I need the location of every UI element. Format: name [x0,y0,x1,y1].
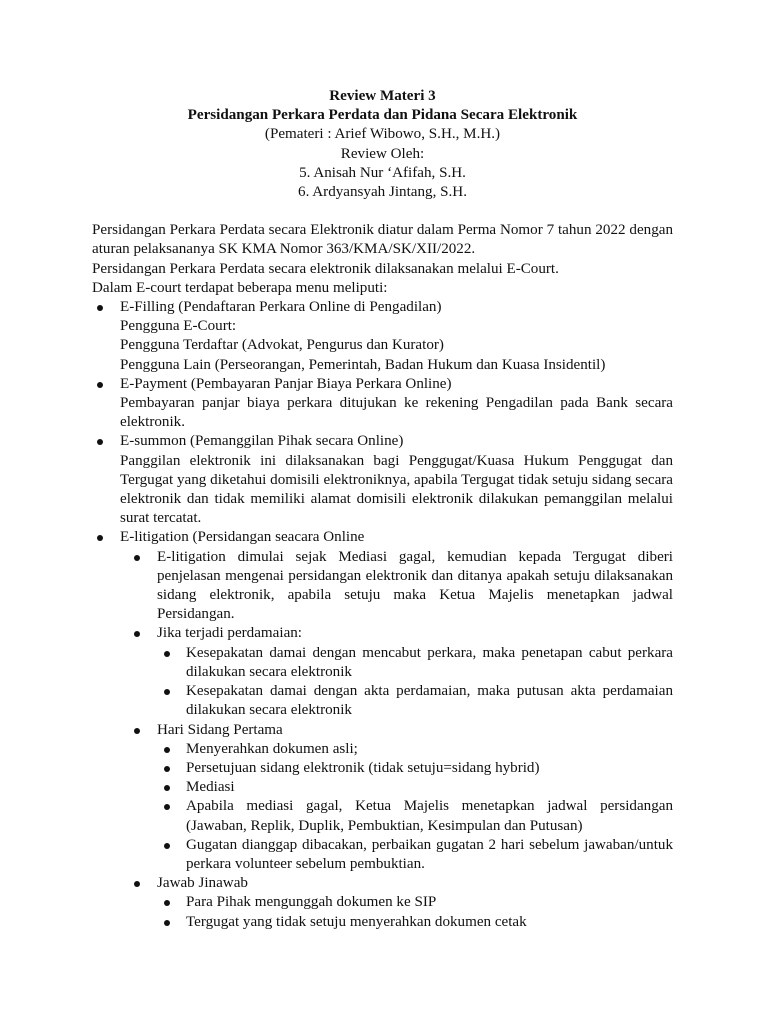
list-item: Para Pihak mengunggah dokumen ke SIP [157,893,673,912]
efiling-line-3: Pengguna Lain (Perseorangan, Pemerintah, Badan Hukum dan Kuasa Insidentil) [120,356,606,373]
perdamaian-sublist [157,644,673,721]
list-item-efiling [92,298,673,375]
esummon-title: E-summon (Pemanggilan Pihak secara Online) [120,433,404,450]
list-item: Mediasi [157,778,673,797]
list-item: Kesepakatan damai dengan mencabut perkara, maka penetapan cabut perkara dilakukan secara elektronik [157,644,673,682]
document-subtitle: Persidangan Perkara Perdata dan Pidana Secara Elektronik [187,107,578,124]
reviewed-by-label: Review Oleh: [340,145,425,162]
document-header [92,87,673,202]
list-item [120,548,673,625]
intro-paragraph-2: Persidangan Perkara Perdata secara elektronik dilaksanakan melalui E-Court. [92,260,559,277]
list-item: Tergugat yang tidak setuju menyerahkan dokumen cetak [157,913,673,932]
list-item: Gugatan dianggap dibacakan, perbaikan gugatan 2 hari sebelum jawaban/untuk perkara volunteer sebelum pembuktian. [157,836,673,874]
elitigation-title: E-litigation (Persidangan seacara Online [120,529,365,546]
hari-sidang-sublist [157,740,673,874]
list-item: Apabila mediasi gagal, Ketua Majelis menetapkan jadwal persidangan (Jawaban, Replik, Duplik, Pembuktian, Kesimpulan dan Putusan) [157,797,673,835]
jawab-jinawab-sublist [157,893,673,931]
epayment-desc: Pembayaran panjar biaya perkara ditujukan ke rekening Pengadilan pada Bank secara elektronik. [120,395,673,431]
list-item [120,874,673,932]
reviewer-1: 5. Anisah Nur ‘Afifah, S.H. [299,164,466,181]
document-title: Review Materi 3 [329,88,436,104]
elitigation-sublist [120,548,673,932]
presenter-line: (Pemateri : Arief Wibowo, S.H., M.H.) [264,126,501,143]
ecourt-menu-list [92,298,673,932]
intro-section [92,221,673,298]
list-item-esummon [92,432,673,528]
list-item: Persetujuan sidang elektronik (tidak setuju=sidang hybrid) [157,759,673,778]
efiling-title: E-Filling (Pendaftaran Perkara Online di Pengadilan) [120,299,442,316]
hari-sidang-title: Hari Sidang Pertama [157,721,283,738]
perdamaian-title: Jika terjadi perdamaian: [157,625,303,642]
efiling-line-1: Pengguna E-Court: [120,318,237,335]
elitigation-item-1: E-litigation dimulai sejak Mediasi gagal, kemudian kepada Tergugat diberi penjelasan mengenai persidangan elektronik dan ditanya apakah setuju dilaksanakan sidang elektronik, apabila setuju maka Ketua Majelis menetapkan jadwal Persidangan. [157,548,673,623]
efiling-line-2: Pengguna Terdaftar (Advokat, Pengurus dan Kurator) [120,337,444,354]
list-item-elitigation [92,528,673,931]
list-item [120,721,673,875]
intro-paragraph-3: Dalam E-court terdapat beberapa menu meliputi: [92,279,388,296]
epayment-title: E-Payment (Pembayaran Panjar Biaya Perkara Online) [120,375,452,392]
intro-paragraph-1: Persidangan Perkara Perdata secara Elektronik diatur dalam Perma Nomor 7 tahun 2022 dengan aturan pelaksananya SK KMA Nomor 363/KMA/SK/XII/2022. [92,222,673,258]
jawab-jinawab-title: Jawab Jinawab [157,875,248,892]
list-item [120,624,673,720]
reviewer-2: 6. Ardyansyah Jintang, S.H. [298,184,467,201]
list-item: Menyerahkan dokumen asli; [157,740,673,759]
list-item-epayment [92,375,673,433]
esummon-desc: Panggilan elektronik ini dilaksanakan bagi Penggugat/Kuasa Hukum Penggugat dan Tergugat yang diketahui domisili elektroniknya, apabila Tergugat tidak setuju sidang secara elektronik dan tidak memiliki alamat domisili elektronik dilakukan pemanggilan melalui surat tercatat. [120,452,673,527]
list-item: Kesepakatan damai dengan akta perdamaian, maka putusan akta perdamaian dilakukan secara elektronik [157,682,673,720]
